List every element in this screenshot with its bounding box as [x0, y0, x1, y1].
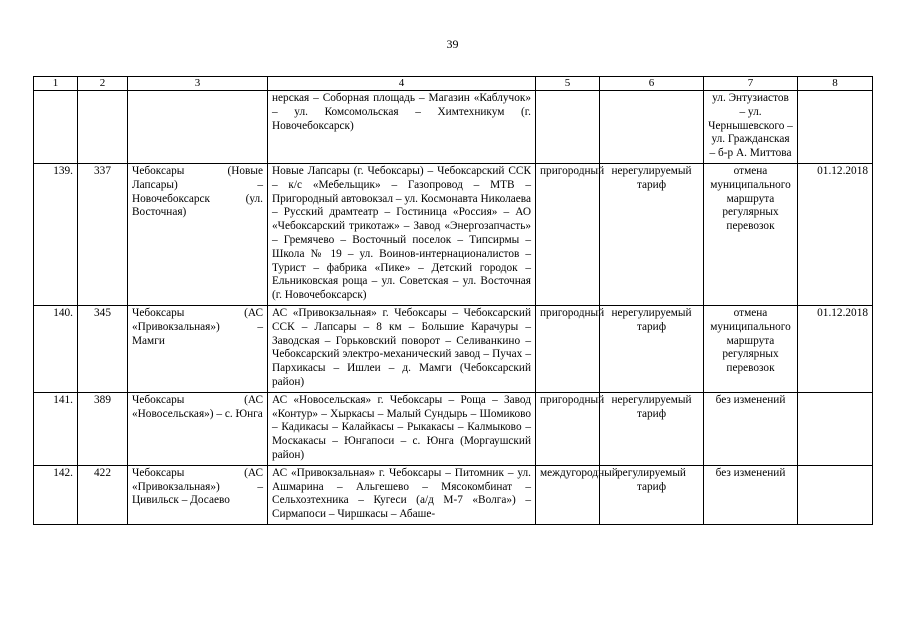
route-number: 422 [78, 465, 128, 524]
route-tariff: регулируемый тариф [600, 465, 704, 524]
table-row [34, 305, 873, 392]
route-stops: АС «Привокзальная» г. Чебоксары – Чебоксарский ССК – Лапсары – 8 км – Большие Карачуры – Заводская – Горьковский поворот – Селиванкино – Чебоксарский электро-механический завод – Пучах – Пархикасы – Ишлеи – д. Мамги (Чебоксарский район) [268, 305, 536, 392]
route-type [536, 91, 600, 164]
col-header-2: 2 [78, 77, 128, 91]
route-name [128, 91, 268, 164]
route-date [798, 465, 873, 524]
route-number: 345 [78, 305, 128, 392]
table-row [34, 163, 873, 305]
col-header-4: 4 [268, 77, 536, 91]
route-name: Чебоксары (АС «Новосельская») – с. Юнга [128, 392, 268, 465]
route-tariff: нерегулируемый тариф [600, 163, 704, 305]
route-date: 01.12.2018 [798, 305, 873, 392]
row-number: 139. [34, 163, 78, 305]
page-number: 39 [446, 37, 459, 51]
route-tariff: нерегулируемый тариф [600, 305, 704, 392]
route-date [798, 392, 873, 465]
col-header-8: 8 [798, 77, 873, 91]
route-tariff [600, 91, 704, 164]
col-header-3: 3 [128, 77, 268, 91]
row-number: 140. [34, 305, 78, 392]
routes-table [33, 76, 873, 525]
route-stops: АС «Новосельская» г. Чебоксары – Роща – Завод «Контур» – Хыркасы – Малый Сундырь – Шомиково – Кадикасы – Калайкасы – Рыкакасы – Калмыково – Москакасы – Юнгапоси – с. Юнга (Моргаушский район) [268, 392, 536, 465]
route-change: без изменений [704, 392, 798, 465]
route-name: Чебоксары (АС «Привокзальная») – Мамги [128, 305, 268, 392]
col-header-7: 7 [704, 77, 798, 91]
route-change: отмена муниципального маршрута регулярных перевозок [704, 163, 798, 305]
row-number: 141. [34, 392, 78, 465]
route-stops: нерская – Соборная площадь – Магазин «Каблучок» – ул. Комсомольская – Химтехникум (г. Новочебоксарск) [268, 91, 536, 164]
route-name: Чебоксары (Новые Лапсары) – Новочебоксарск (ул. Восточная) [128, 163, 268, 305]
route-change: ул. Энтузиастов – ул. Чернышевского – ул. Гражданская – б-р А. Миттова [704, 91, 798, 164]
route-type: междугородный [536, 465, 600, 524]
route-date [798, 91, 873, 164]
table-row [34, 465, 873, 524]
route-type: пригородный [536, 305, 600, 392]
table-row [34, 91, 873, 164]
route-stops: АС «Привокзальная» г. Чебоксары – Питомник – ул. Ашмарина – Альгешево – Мясокомбинат – Сельхозтехника – Кугеси (а/д М-7 «Волга») – Сирмапоси – Чиршкасы – Абаше- [268, 465, 536, 524]
route-change: отмена муниципального маршрута регулярных перевозок [704, 305, 798, 392]
route-change: без изменений [704, 465, 798, 524]
route-name: Чебоксары (АС «Привокзальная») – Цивильск – Досаево [128, 465, 268, 524]
route-type: пригородный [536, 163, 600, 305]
route-tariff: нерегулируемый тариф [600, 392, 704, 465]
row-number [34, 91, 78, 164]
route-stops: Новые Лапсары (г. Чебоксары) – Чебоксарский ССК – к/с «Мебельщик» – Газопровод – МТВ – Пригородный автовокзал – ул. Космонавта Николаева – Русский драмтеатр – Гостиница «Россия» – АО «Чебоксарский трикотаж» – Завод «Энергозапчасть» – Гремячево – Восточный поселок – Типсирмы – Школа № 19 – ул. Воинов-интернационалистов – Турист – фабрика «Пике» – Детский городок – Ельниковская роща – ул. Советская – ул. Восточная (г. Новочебоксарск) [268, 163, 536, 305]
route-number: 337 [78, 163, 128, 305]
route-date: 01.12.2018 [798, 163, 873, 305]
col-header-5: 5 [536, 77, 600, 91]
col-header-1: 1 [34, 77, 78, 91]
header-row [34, 77, 873, 91]
route-type: пригородный [536, 392, 600, 465]
col-header-6: 6 [600, 77, 704, 91]
row-number: 142. [34, 465, 78, 524]
table-row [34, 392, 873, 465]
route-number: 389 [78, 392, 128, 465]
route-number [78, 91, 128, 164]
